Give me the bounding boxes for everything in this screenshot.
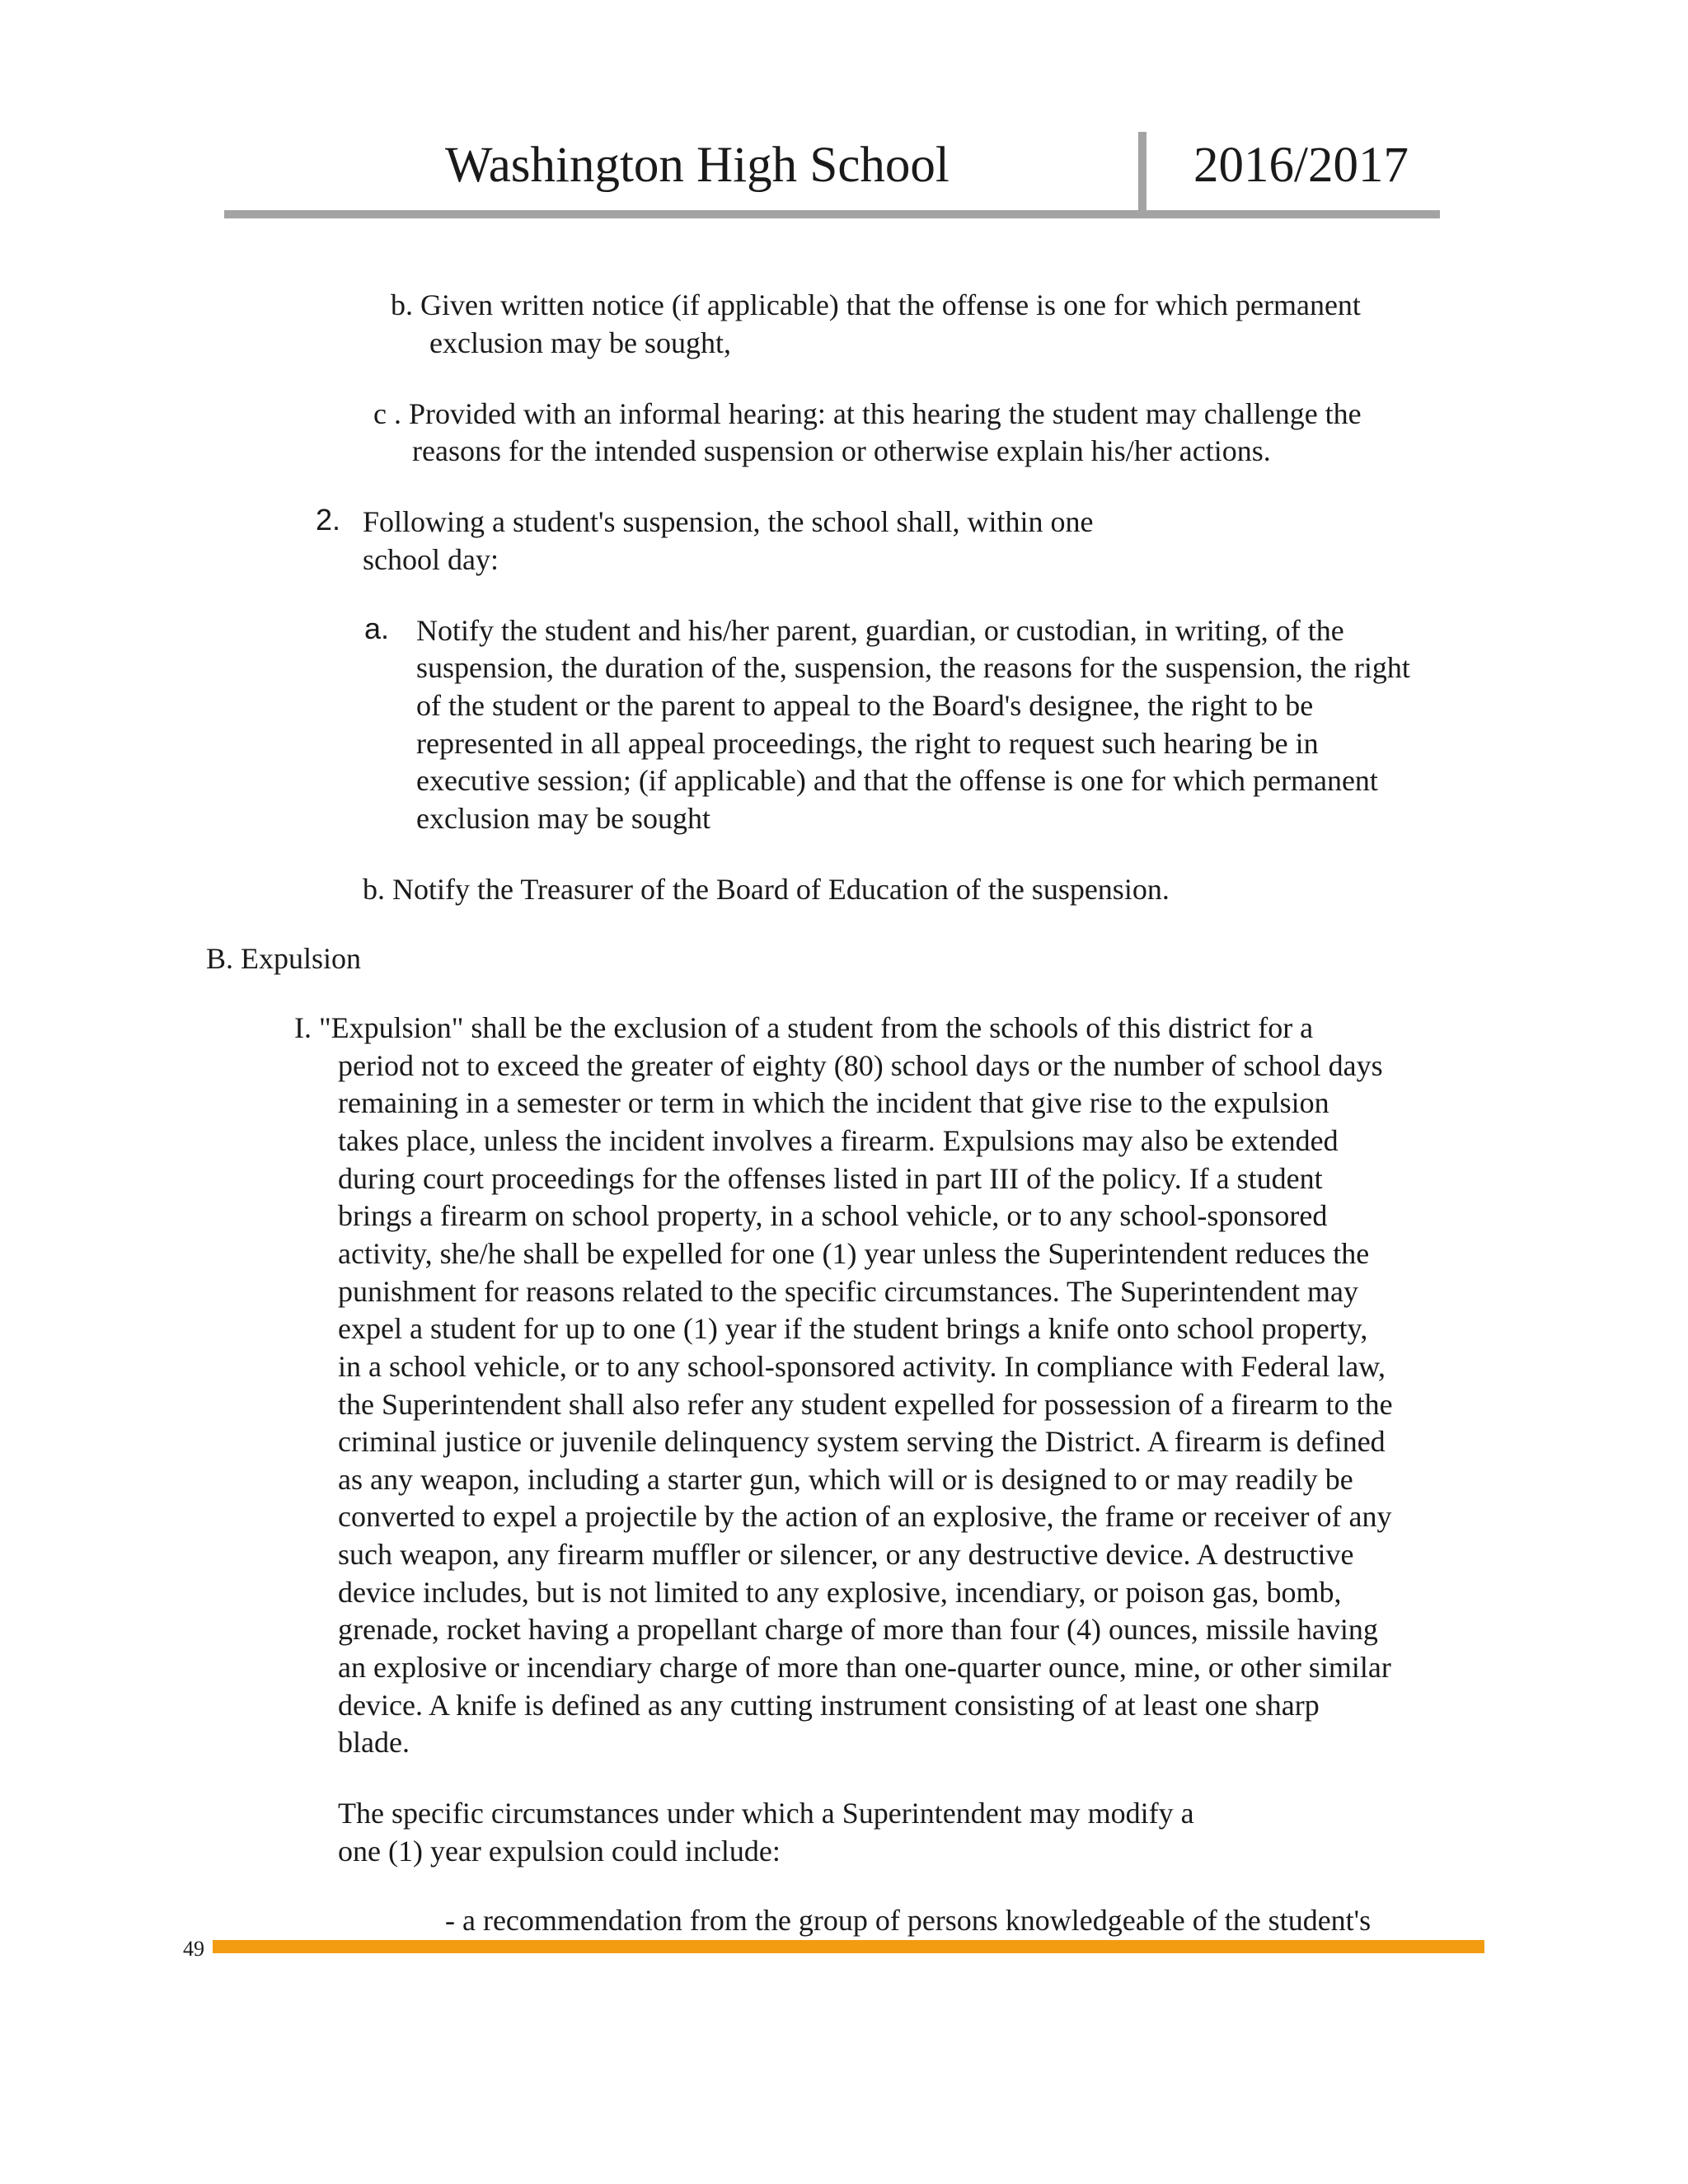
expulsion-line: punishment for reasons related to the specific circumstances. The Superintendent may [338, 1275, 1358, 1308]
item-c-provided-line-1: c . Provided with an informal hearing: at this hearing the student may challenge the [373, 397, 1362, 430]
section-b-heading: B. Expulsion [206, 942, 362, 975]
expulsion-line: such weapon, any firearm muffler or silencer, or any destructive device. A destructive [338, 1538, 1354, 1571]
header-divider-vertical [1138, 132, 1146, 217]
specific-circumstances-line-1: The specific circumstances under which a Superintendent may modify a [338, 1797, 1194, 1830]
page-number: 49 [183, 1937, 204, 1961]
expulsion-line: blade. [338, 1726, 410, 1759]
item-2a-line-1: Notify the student and his/her parent, guardian, or custodian, in writing, of the [416, 614, 1344, 647]
item-2a-line-4: represented in all appeal proceedings, the right to request such hearing be in [416, 727, 1319, 760]
expulsion-line: remaining in a semester or term in which the incident that give rise to the expulsion [338, 1086, 1329, 1119]
recommendation-line: - a recommendation from the group of persons knowledgeable of the student's [445, 1904, 1372, 1937]
expulsion-line: activity, she/he shall be expelled for one (1) year unless the Superintendent reduces the [338, 1237, 1370, 1270]
item-c-provided-line-2: reasons for the intended suspension or otherwise explain his/her actions. [412, 434, 1271, 467]
header-year: 2016/2017 [1193, 138, 1409, 193]
expulsion-line: an explosive or incendiary charge of more than one-quarter ounce, mine, or other similar [338, 1651, 1391, 1684]
item-2a-line-6: exclusion may be sought [416, 802, 710, 835]
expulsion-line: as any weapon, including a starter gun, which will or is designed to or may readily be [338, 1463, 1353, 1496]
item-2-line-1: Following a student's suspension, the school shall, within one [363, 505, 1094, 538]
expulsion-line: the Superintendent shall also refer any student expelled for possession of a firearm to the [338, 1388, 1393, 1421]
item-2-marker: 2. [316, 503, 341, 537]
item-b-given-line-1: b. Given written notice (if applicable) that the offense is one for which permanent [391, 288, 1361, 321]
expulsion-line: period not to exceed the greater of eighty (80) school days or the number of school days [338, 1049, 1383, 1082]
expulsion-line: in a school vehicle, or to any school-sponsored activity. In compliance with Federal law, [338, 1350, 1386, 1383]
item-b-given-line-2: exclusion may be sought, [429, 326, 731, 359]
expulsion-line: expel a student for up to one (1) year if the student brings a knife onto school property, [338, 1312, 1368, 1345]
item-2b-line: b. Notify the Treasurer of the Board of Education of the suspension. [363, 873, 1170, 906]
expulsion-line: criminal justice or juvenile delinquency system serving the District. A firearm is defined [338, 1425, 1386, 1458]
header-divider-horizontal [224, 210, 1440, 218]
item-2a-line-2: suspension, the duration of the, suspension, the reasons for the suspension, the right [416, 651, 1410, 684]
header-title: Washington High School [445, 138, 950, 193]
specific-circumstances-line-2: one (1) year expulsion could include: [338, 1835, 781, 1868]
expulsion-line: device. A knife is defined as any cutting instrument consisting of at least one sharp [338, 1689, 1320, 1722]
expulsion-line: takes place, unless the incident involves a firearm. Expulsions may also be extended [338, 1124, 1339, 1157]
expulsion-line: converted to expel a projectile by the action of an explosive, the frame or receiver of any [338, 1500, 1392, 1533]
expulsion-line: device includes, but is not limited to any explosive, incendiary, or poison gas, bomb, [338, 1576, 1342, 1609]
item-2-line-2: school day: [363, 543, 499, 576]
item-2a-marker: a. [364, 612, 390, 645]
expulsion-line: brings a firearm on school property, in a school vehicle, or to any school-sponsored [338, 1199, 1328, 1232]
expulsion-line: during court proceedings for the offenses listed in part III of the policy. If a student [338, 1162, 1323, 1195]
footer-bar [213, 1940, 1484, 1953]
item-2a-line-5: executive session; (if applicable) and that the offense is one for which permanent [416, 764, 1378, 797]
item-2a-line-3: of the student or the parent to appeal to the Board's designee, the right to be [416, 689, 1314, 722]
expulsion-line: I. "Expulsion" shall be the exclusion of a student from the schools of this district for a [294, 1011, 1314, 1044]
expulsion-line: grenade, rocket having a propellant charge of more than four (4) ounces, missile having [338, 1613, 1378, 1646]
